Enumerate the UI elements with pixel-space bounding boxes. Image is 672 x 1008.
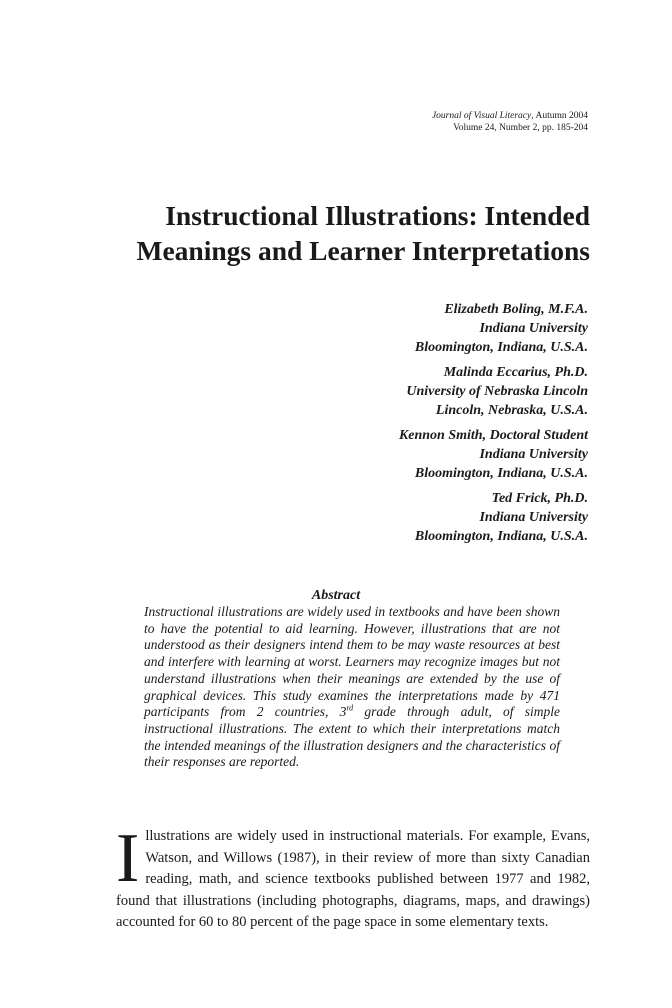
journal-line bbox=[432, 110, 588, 122]
ordinal-suffix: rd bbox=[346, 703, 354, 713]
abstract-text-part-1: Instructional illustrations are widely used in textbooks and have been shown to have the potential to aid learning. However, illustrations that are not understood as their designers intend them to be may waste resources at best and interfere with learning at worst. Learners may recognize images but not understand illustrations when their meanings are extended by the use of graphical devices. This study examines the interpretations made by 471 participants from 2 countries, 3 bbox=[144, 604, 560, 720]
author-location: Bloomington, Indiana, U.S.A. bbox=[414, 466, 588, 481]
author-name: Elizabeth Boling, M.F.A. bbox=[444, 302, 588, 317]
author-affiliation: Indiana University bbox=[479, 510, 588, 525]
abstract-text bbox=[144, 604, 560, 771]
author-affiliation: University of Nebraska Lincoln bbox=[406, 384, 588, 399]
title-line-2: Meanings and Learner Interpretations bbox=[136, 235, 590, 266]
paper-title bbox=[110, 198, 590, 268]
author-location: Bloomington, Indiana, U.S.A. bbox=[414, 340, 588, 355]
journal-volume: Volume 24, Number 2, pp. 185-204 bbox=[453, 123, 588, 133]
drop-cap: I bbox=[116, 820, 140, 897]
body-text: llustrations are widely used in instructional materials. For example, Evans, Watson, and Willows (1987), in their review of more than sixty Canadian reading, math, and science textbooks published between 1977 and 1982, found that illustrations (including photographs, diagrams, maps, and drawings) accounted for 60 to 80 percent of the page space in some elementary texts. bbox=[116, 828, 590, 930]
author-name: Malinda Eccarius, Ph.D. bbox=[443, 365, 588, 380]
journal-issue: , Autumn 2004 bbox=[531, 111, 588, 121]
author-block bbox=[399, 363, 588, 420]
author-location: Lincoln, Nebraska, U.S.A. bbox=[435, 403, 588, 418]
author-block bbox=[399, 489, 588, 546]
body-paragraph bbox=[116, 820, 590, 934]
abstract-heading: Abstract bbox=[311, 588, 361, 603]
author-list bbox=[399, 300, 588, 552]
abstract-text-part-2: grade through adult, of simple instructional illustrations. The extent to which their interpretations match the intended meanings of the illustration designers and the characteristics of their responses are reported. bbox=[144, 704, 561, 770]
author-block bbox=[399, 426, 588, 483]
title-line-1: Instructional Illustrations: Intended bbox=[165, 200, 590, 231]
journal-citation bbox=[432, 110, 588, 134]
author-affiliation: Indiana University bbox=[479, 447, 588, 462]
author-block bbox=[399, 300, 588, 357]
author-location: Bloomington, Indiana, U.S.A. bbox=[414, 529, 588, 544]
journal-name: Journal of Visual Literacy bbox=[431, 111, 532, 121]
author-name: Kennon Smith, Doctoral Student bbox=[398, 428, 588, 443]
author-name: Ted Frick, Ph.D. bbox=[491, 491, 588, 506]
author-affiliation: Indiana University bbox=[479, 321, 588, 336]
